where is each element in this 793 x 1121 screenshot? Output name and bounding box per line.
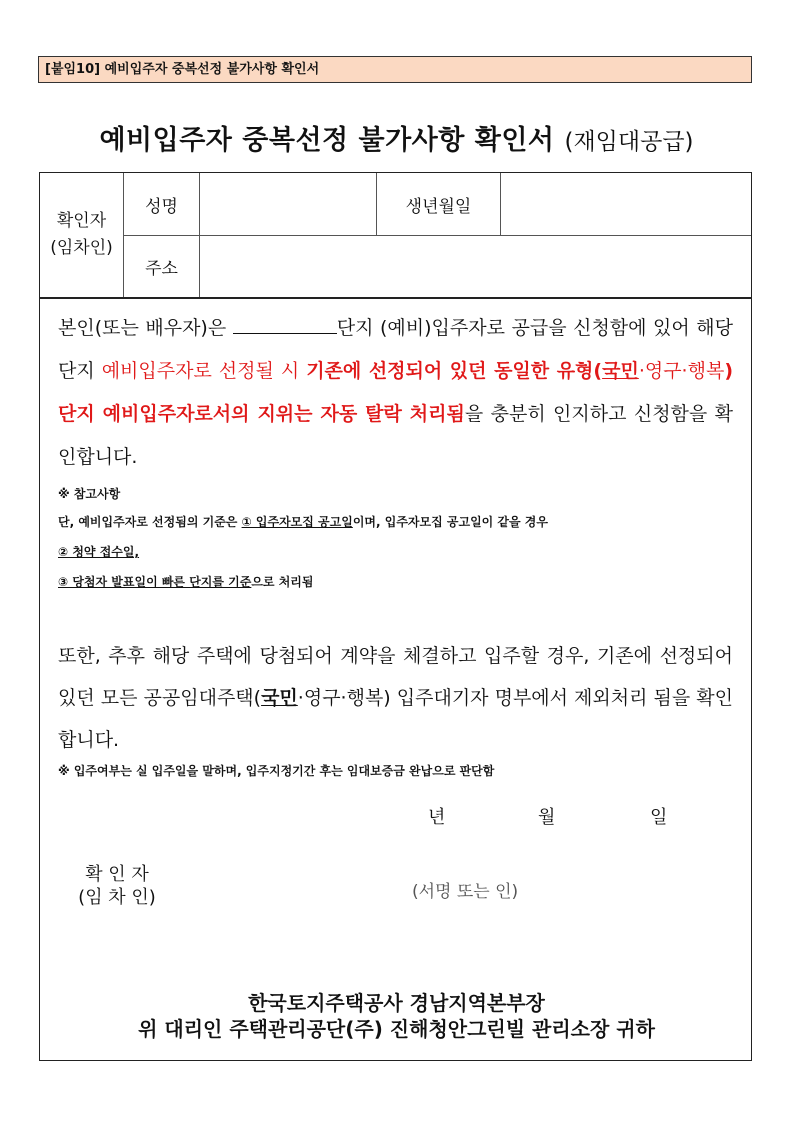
date-day-label: 일 xyxy=(650,807,668,828)
statement-s6: ·영구·행복 xyxy=(638,360,725,382)
reference-line1-c: 이며, 입주자모집 공고일이 같을 경우 xyxy=(352,515,548,529)
title-main: 예비입주자 중복선정 불가사항 확인서 xyxy=(99,125,555,156)
statement2-t2: 국민 xyxy=(261,687,298,709)
reference-heading: ※ 참고사항 xyxy=(58,487,121,501)
confirmer-label-line2: (임차인) xyxy=(50,238,113,258)
statement-s8: 단지 예비입주자로서의 지위는 자동 탈락 처리됨 xyxy=(58,403,465,425)
statement2-t3: ·영구·행복) 입주대기자 명부에서 제외처리 됨을 확인합니다. xyxy=(58,687,733,751)
form-frame xyxy=(39,172,752,1061)
signature-label-line2: (임 차 인) xyxy=(78,887,156,908)
signature-label-line1: 확 인 자 xyxy=(85,864,149,885)
signature-label xyxy=(62,863,172,909)
statement-s5: 국민 xyxy=(602,360,639,382)
reference-line3-a: ③ 당첨자 발표일이 빠른 단지를 기준 xyxy=(58,575,252,589)
statement-s3: 예비입주자로 선정될 시 xyxy=(101,360,307,382)
statement2-paragraph xyxy=(58,635,733,761)
address-field[interactable] xyxy=(200,236,751,297)
statement-s7: ) xyxy=(724,360,733,382)
date-year-label: 년 xyxy=(428,807,446,828)
statement-s4: 기존에 선정되어 있던 동일한 유형( xyxy=(306,360,603,382)
addressee-line2: 위 대리인 주택관리공단(주) 진해청안그린빌 관리소장 귀하 xyxy=(138,1017,655,1041)
confirmer-label xyxy=(40,173,123,297)
reference-line1-b: ① 입주자모집 공고일 xyxy=(241,515,353,529)
attachment-label: [붙임10] 예비입주자 중복선정 불가사항 확인서 xyxy=(38,56,752,83)
reference-line3-b: 으로 처리됨 xyxy=(251,575,314,589)
date-month-label: 월 xyxy=(538,807,556,828)
birth-label: 생년월일 xyxy=(405,196,472,217)
name-label: 성명 xyxy=(145,196,178,217)
signature-field[interactable]: (서명 또는 인) xyxy=(412,882,519,902)
page-title xyxy=(0,118,793,157)
title-sub: (재임대공급) xyxy=(564,129,694,155)
birth-field[interactable] xyxy=(501,173,751,235)
table-hline-bottom xyxy=(40,297,751,299)
statement-s2: 단지 (예비)입주자로 공급을 신청함에 있어 해당 단지 xyxy=(58,317,733,382)
statement2-t1: 또한, 추후 해당 주택에 당첨되어 계약을 체결하고 입주할 경우, 기존에 선정되어 있던 모든 공공임대주택( xyxy=(58,645,733,709)
occupancy-note: ※ 입주여부는 실 입주일을 말하며, 입주지정기간 후는 임대보증금 완납으로 판단함 xyxy=(58,764,495,778)
reference-line1 xyxy=(58,509,548,536)
statement-paragraph xyxy=(58,307,733,479)
complex-name-blank[interactable] xyxy=(233,317,337,334)
statement-s1: 본인(또는 배우자)은 xyxy=(58,317,233,339)
confirmer-label-line1: 확인자 xyxy=(56,211,107,231)
name-field[interactable] xyxy=(200,173,376,235)
addressee-line1: 한국토지주택공사 경남지역본부장 xyxy=(248,991,545,1015)
statement-s9: 을 충분히 인지하고 신청함을 확인합니다. xyxy=(58,403,734,468)
reference-line2: ② 청약 접수일, xyxy=(58,545,140,559)
reference-line1-a: 단, 예비입주자로 선정됨의 기준은 xyxy=(58,515,242,529)
address-label: 주소 xyxy=(145,259,178,279)
reference-line3 xyxy=(58,569,313,596)
